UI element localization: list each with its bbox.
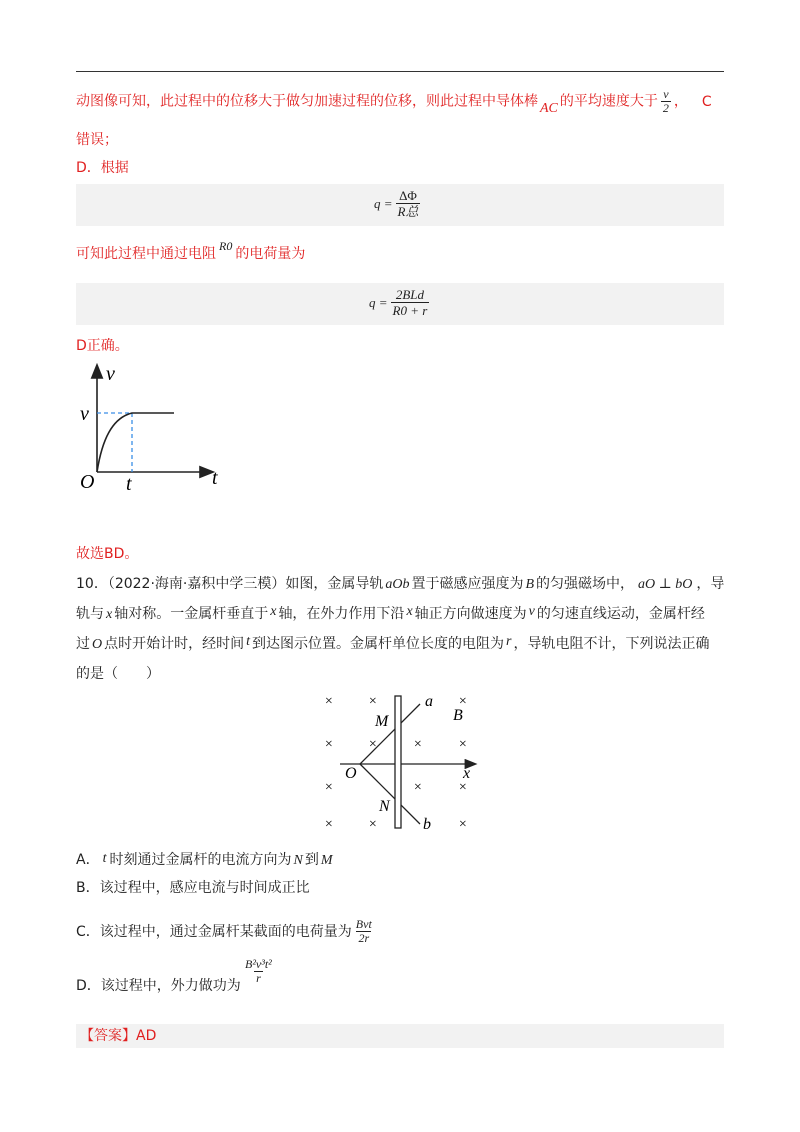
text: 的电荷量为 [235, 246, 306, 262]
text: ， [673, 93, 688, 110]
fraction: $\frac{\text{Bvt}}{2r}$ [355, 917, 372, 945]
fraction: $\frac{\text{2BLd}}{R0 + r}$ [392, 287, 428, 318]
cross-mark: × [324, 780, 334, 795]
option-d-fraction [243, 958, 274, 985]
cross-mark: × [368, 694, 378, 709]
formula-box-1 [76, 184, 724, 226]
x-axis-label: t [212, 467, 218, 489]
cross-mark: × [368, 737, 378, 752]
t-tick-label: t [126, 473, 132, 495]
fraction: $\frac{\text{B²v³t²}}{r}$ [245, 957, 272, 985]
cross-mark: × [324, 694, 334, 709]
solution-line-4 [76, 239, 306, 264]
cross-mark: × [368, 817, 378, 832]
velocity-curve [97, 413, 174, 472]
cross-mark: × [458, 817, 468, 832]
y-axis-label: v [106, 363, 115, 385]
header-rule [76, 71, 724, 72]
fraction-v-over-2: $\frac{v}{2}$ [662, 87, 669, 115]
label-b: b [423, 816, 431, 833]
option-c[interactable]: C．该过程中，通过金属杆某截面的电荷量为 $\frac{\text{Bvt}}{2r}$ [76, 917, 372, 945]
solution-line-6: 故选BD。 [76, 546, 139, 562]
text: 动图像可知，此过程中的位移大于做匀加速过程的位移，则此过程中导体棒 [76, 93, 538, 110]
rail-oa [360, 704, 423, 764]
question-line-3: 过 O 点时开始计时，经时间 t 到达图示位置。金属杆单位长度的电阻为 r ，导轨电阻不计，下列说法正确 [76, 634, 710, 652]
text: 可知此过程中通过电阻 [76, 246, 216, 262]
fraction: $\frac{\Delta\Phi}{\text{R总}}$ [397, 188, 419, 219]
v-t-graph [72, 360, 232, 495]
label-O: O [345, 765, 357, 782]
formula-2 [369, 287, 429, 318]
option-d[interactable]: D．该过程中，外力做功为 [76, 978, 241, 994]
formula-1 [374, 188, 420, 219]
question-line-2: 轨与 x 轴对称。一金属杆垂直于 x 轴，在外力作用下沿 x 轴正方向做速度为 v 的匀速直线运动，金属杆经 [76, 604, 705, 622]
option-b[interactable]: B．该过程中，感应电流与时间成正比 [76, 880, 310, 896]
question-line-4: 的是（ ） [76, 666, 160, 682]
origin-label: O [80, 471, 95, 493]
solution-line-1 [76, 88, 712, 115]
answer-box [76, 1024, 724, 1048]
cross-mark: × [458, 780, 468, 795]
rail-ob [360, 764, 423, 824]
question-line-1: 10．（2022·海南·嘉积中学三模）如图，金属导轨 aOb 置于磁感应强度为 B 的匀强磁场中， aO ⊥ bO ，导 [76, 576, 725, 592]
cross-mark: × [413, 737, 423, 752]
label-B: B [453, 707, 463, 724]
option-a[interactable]: A． t 时刻通过金属杆的电流方向为 N 到 M [76, 851, 333, 868]
cross-mark: × [324, 737, 334, 752]
var-r0: R0 [219, 239, 233, 253]
formula-lhs: q = [374, 195, 393, 211]
solution-line-5: D正确。 [76, 338, 129, 354]
option-letter: C [701, 93, 712, 110]
cross-mark: × [458, 694, 468, 709]
text: 的平均速度大于 [559, 93, 658, 110]
v-tick-label: v [80, 403, 89, 425]
label-x: x [463, 765, 471, 782]
metal-rod [395, 696, 401, 828]
solution-line-2: 错误； [76, 132, 118, 148]
formula-box-2 [76, 283, 724, 325]
answer-value: AD [136, 1028, 157, 1044]
solution-line-3: D．根据 [76, 160, 129, 176]
formula-lhs: q = [369, 294, 388, 310]
answer-label: 【答案】 [80, 1028, 136, 1044]
var-ac: AC [540, 100, 558, 116]
label-M: M [375, 713, 389, 730]
cross-mark: × [458, 737, 468, 752]
answer-line [80, 1026, 156, 1046]
cross-mark: × [413, 780, 423, 795]
label-N: N [379, 798, 390, 815]
magnetic-field-diagram [315, 688, 485, 833]
label-a: a [425, 693, 433, 710]
cross-mark: × [324, 817, 334, 832]
